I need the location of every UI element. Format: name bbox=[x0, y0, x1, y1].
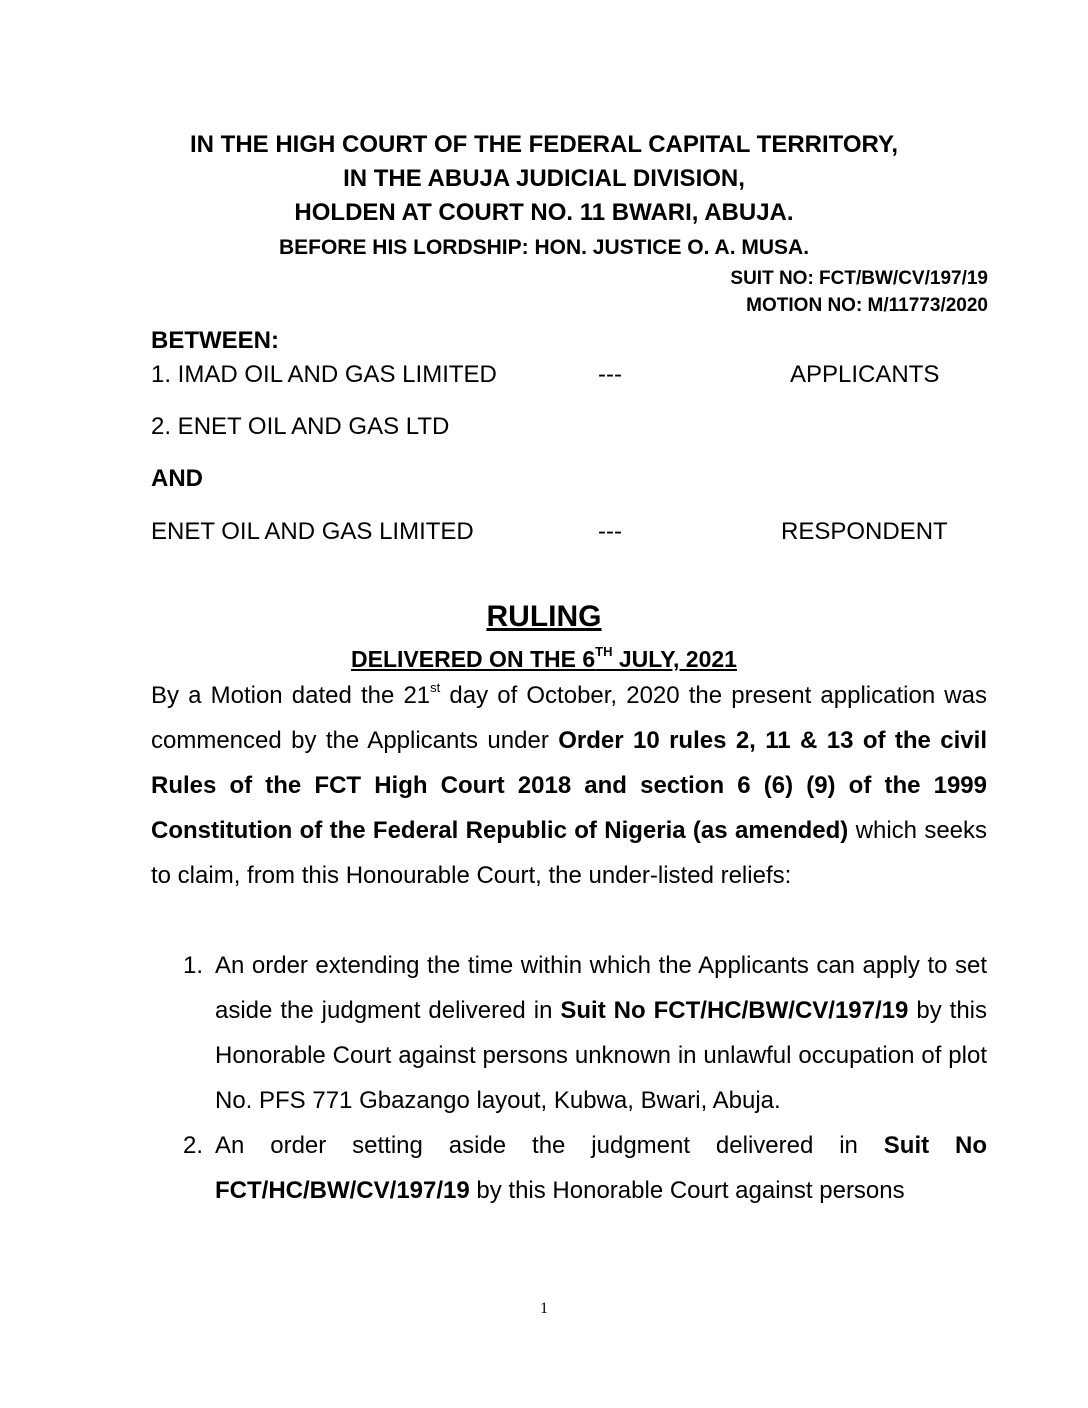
respondent-dash: --- bbox=[598, 518, 622, 545]
applicant-1: 1. IMAD OIL AND GAS LIMITED bbox=[151, 361, 497, 388]
page-number: 1 bbox=[540, 1300, 548, 1317]
between-label: BETWEEN: bbox=[151, 327, 279, 354]
relief-item: 2. An order setting aside the judgment delivered in Suit No FCT/HC/BW/CV/197/19 by this Honorable Court against persons bbox=[183, 1132, 987, 1204]
respondent-label: RESPONDENT bbox=[781, 518, 948, 545]
and-label: AND bbox=[151, 465, 203, 492]
ruling-title: RULING bbox=[486, 600, 602, 633]
motion-number: MOTION NO: M/11773/2020 bbox=[746, 295, 988, 316]
delivered-date: DELIVERED ON THE 6TH JULY, 2021 bbox=[351, 644, 737, 672]
court-location: HOLDEN AT COURT NO. 11 BWARI, ABUJA. bbox=[294, 199, 794, 226]
applicant-dash: --- bbox=[598, 361, 622, 388]
applicant-2: 2. ENET OIL AND GAS LTD bbox=[151, 413, 450, 440]
suit-number: SUIT NO: FCT/BW/CV/197/19 bbox=[730, 268, 988, 289]
reliefs-list bbox=[183, 943, 987, 1213]
judge-line: BEFORE HIS LORDSHIP: HON. JUSTICE O. A. MUSA. bbox=[278, 236, 810, 259]
relief-item: 1. An order extending the time within which the Applicants can apply to set aside the judgment delivered in Suit No FCT/HC/BW/CV/197/19 by this Honorable Court against persons unknown in unlawful occupation of plot No. PFS 771 Gbazango layout, Kubwa, Bwari, Abuja. bbox=[183, 952, 988, 1114]
division-title: IN THE ABUJA JUDICIAL DIVISION, bbox=[343, 165, 745, 192]
body-paragraph: By a Motion dated the 21st day of October, 2020 the present application was commenced by the Applicants under Order 10 rules 2, 11 & 13 of the civil Rules of the FCT High Court 2018 and section 6 (6) (9) of the 1999 Constitution of the Federal Republic of Nigeria (as amended) which seeks to claim, from this Honourable Court, the under-listed reliefs: bbox=[151, 680, 988, 889]
applicants-label: APPLICANTS bbox=[790, 361, 940, 388]
respondent: ENET OIL AND GAS LIMITED bbox=[151, 518, 474, 545]
court-title: IN THE HIGH COURT OF THE FEDERAL CAPITAL TERRITORY, bbox=[189, 131, 899, 158]
